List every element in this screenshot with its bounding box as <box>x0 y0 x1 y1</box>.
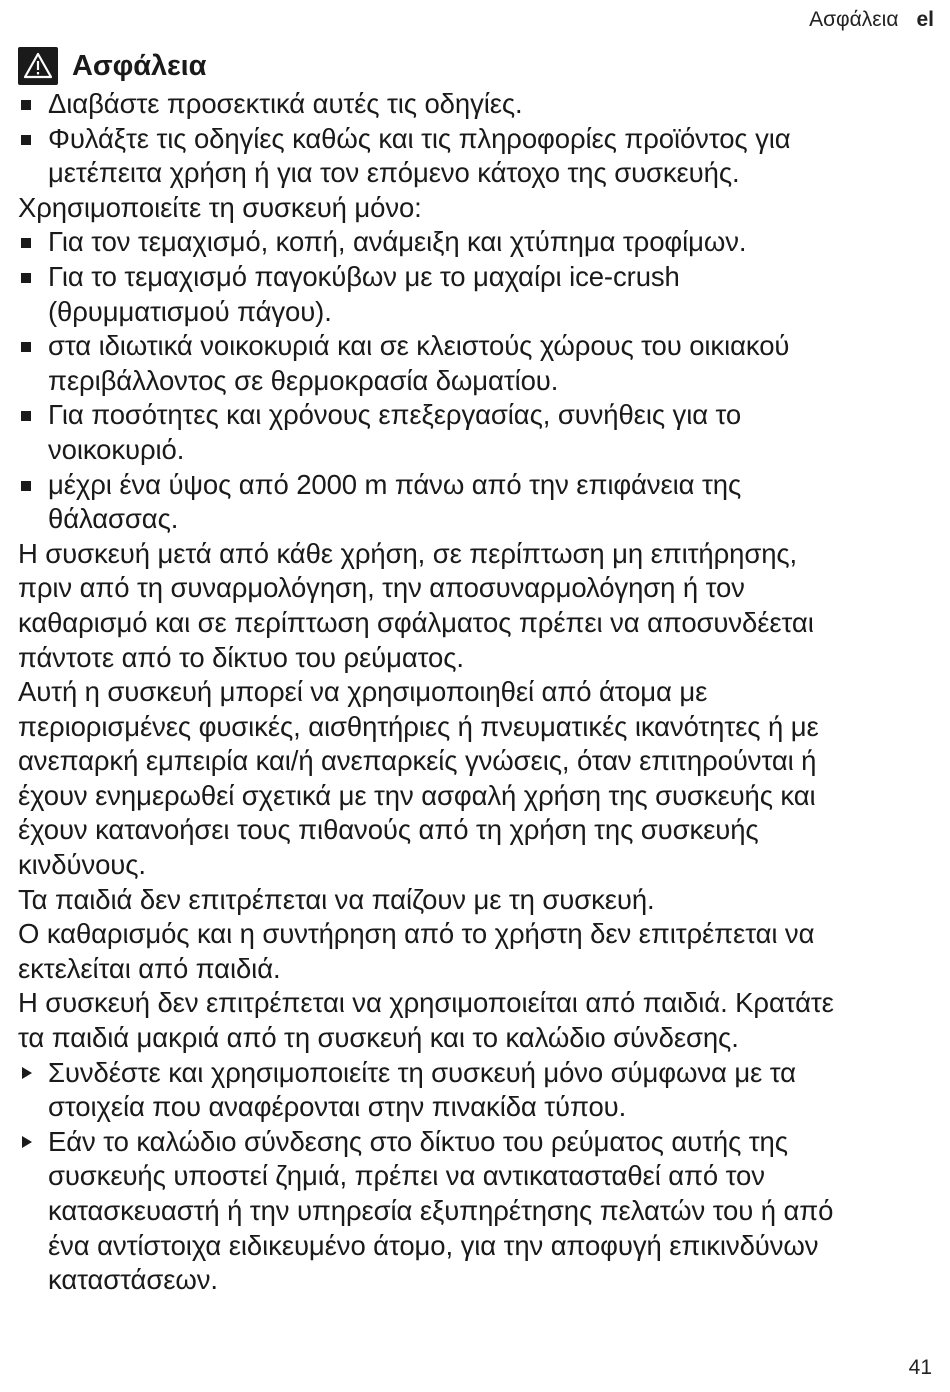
warning-triangle-icon <box>18 47 58 85</box>
line-text: Ο καθαρισμός και η συντήρηση από το χρήστη δεν επιτρέπεται να <box>18 918 815 950</box>
running-header <box>809 8 934 32</box>
list-item <box>18 1056 930 1091</box>
list-item-continuation <box>18 156 930 191</box>
line-text: νοικοκυριό. <box>48 433 185 465</box>
line-text: εκτελείται από παιδιά. <box>18 952 281 984</box>
section-title <box>18 46 930 86</box>
list-item <box>18 398 930 433</box>
paragraph-line <box>18 571 930 606</box>
line-text: Η συσκευή δεν επιτρέπεται να χρησιμοποιείται από παιδιά. Κρατάτε <box>18 987 834 1019</box>
line-text: περιορισμένες φυσικές, αισθητήριες ή πνευματικές ικανότητες ή με <box>18 710 819 742</box>
list-item-continuation <box>18 295 930 330</box>
list-item-continuation <box>18 364 930 399</box>
paragraph-line <box>18 883 930 918</box>
header-section: Ασφάλεια <box>809 8 899 31</box>
list-item-continuation <box>18 1090 930 1125</box>
list-item <box>18 260 930 295</box>
line-text: (θρυμματισμού πάγου). <box>48 295 332 327</box>
paragraph-line <box>18 537 930 572</box>
list-item <box>18 468 930 503</box>
line-text: Εάν το καλώδιο σύνδεσης στο δίκτυο του ρεύματος αυτής της <box>48 1125 788 1157</box>
safety-section <box>18 46 930 1298</box>
line-text: κατασκευαστή ή την υπηρεσία εξυπηρέτησης πελατών του ή από <box>48 1195 834 1226</box>
list-item <box>18 225 930 260</box>
list-item-continuation <box>18 1263 930 1298</box>
paragraph-line <box>18 641 930 676</box>
line-text: μετέπειτα χρήση ή για τον επόμενο κάτοχο της συσκευής. <box>48 157 740 189</box>
section-title-text: Ασφάλεια <box>72 49 207 82</box>
line-text: πάντοτε από το δίκτυο του ρεύματος. <box>18 641 464 673</box>
paragraph-line <box>18 191 930 226</box>
square-bullet-icon <box>21 273 31 283</box>
square-bullet-icon <box>21 238 31 248</box>
line-text: ανεπαρκή εμπειρία και/ή ανεπαρκείς γνώσεις, όταν επιτηρούνται ή <box>18 745 817 777</box>
line-text: Χρησιμοποιείτε τη συσκευή μόνο: <box>18 191 422 223</box>
line-text: στα ιδιωτικά νοικοκυριά και σε κλειστούς χώρους του οικιακού <box>48 330 790 362</box>
line-text: Για τον τεμαχισμό, κοπή, ανάμειξη και χτύπημα τροφίμων. <box>48 226 747 258</box>
line-text: Συνδέστε και χρησιμοποιείτε τη συσκευή μόνο σύμφωνα με τα <box>48 1056 796 1088</box>
list-item-continuation <box>18 433 930 468</box>
paragraph-line <box>18 952 930 987</box>
line-text: έχουν κατανοήσει τους πιθανούς από τη χρήση της συσκευής <box>18 814 759 846</box>
list-item-continuation <box>18 502 930 537</box>
line-text: Η συσκευή μετά από κάθε χρήση, σε περίπτωση μη επιτήρησης, <box>18 537 798 569</box>
line-text: ένα αντίστοιχα ειδικευμένο άτομο, για την αποφυγή επικινδύνων <box>48 1229 819 1261</box>
line-text: έχουν ενημερωθεί σχετικά με την ασφαλή χρήση της συσκευής και <box>18 779 816 811</box>
square-bullet-icon <box>21 100 31 110</box>
line-text: Για ποσότητες και χρόνους επεξεργασίας, συνήθεις για το <box>48 399 742 431</box>
paragraph-line <box>18 917 930 952</box>
list-item <box>18 329 930 364</box>
square-bullet-icon <box>21 411 31 421</box>
paragraph-line <box>18 710 930 745</box>
paragraph-line <box>18 675 930 710</box>
paragraph-line <box>18 813 930 848</box>
square-bullet-icon <box>21 135 31 145</box>
paragraph-line <box>18 744 930 779</box>
header-language: el <box>916 8 934 31</box>
line-text: θάλασσας. <box>48 503 179 535</box>
line-text: τα παιδιά μακριά από τη συσκευή και το καλώδιο σύνδεσης. <box>18 1022 739 1054</box>
line-text: καθαρισμό και σε περίπτωση σφάλματος πρέπει να αποσυνδέεται <box>18 606 814 638</box>
paragraph-line <box>18 1021 930 1056</box>
line-text: κινδύνους. <box>18 849 146 881</box>
paragraph-line <box>18 848 930 883</box>
line-text: Αυτή η συσκευή μπορεί να χρησιμοποιηθεί από άτομα με <box>18 676 708 708</box>
list-item-continuation <box>18 1229 930 1264</box>
list-item <box>18 1125 930 1160</box>
square-bullet-icon <box>21 481 31 491</box>
line-text: συσκευής υποστεί ζημιά, πρέπει να αντικατασταθεί από τον <box>48 1160 765 1192</box>
square-bullet-icon <box>21 342 31 352</box>
text-body <box>18 87 930 1298</box>
list-item <box>18 122 930 157</box>
line-text: Τα παιδιά δεν επιτρέπεται να παίζουν με τη συσκευή. <box>18 883 655 915</box>
line-text: πριν από τη συναρμολόγηση, την αποσυναρμολόγηση ή τον <box>18 572 745 604</box>
arrow-bullet-icon <box>22 1067 32 1079</box>
list-item-continuation <box>18 1159 930 1194</box>
arrow-bullet-icon <box>22 1136 32 1148</box>
line-text: Διαβάστε προσεκτικά αυτές τις οδηγίες. <box>48 88 523 119</box>
paragraph-line <box>18 986 930 1021</box>
page-number: 41 <box>908 1356 932 1379</box>
paragraph-line <box>18 606 930 641</box>
list-item-continuation <box>18 1194 930 1229</box>
line-text: περιβάλλοντος σε θερμοκρασία δωματίου. <box>48 364 559 396</box>
line-text: καταστάσεων. <box>48 1264 218 1296</box>
line-text: Φυλάξτε τις οδηγίες καθώς και τις πληροφορίες προϊόντος για <box>48 122 791 154</box>
paragraph-line <box>18 779 930 814</box>
line-text: στοιχεία που αναφέρονται στην πινακίδα τύπου. <box>48 1091 627 1123</box>
list-item <box>18 87 930 122</box>
line-text: μέχρι ένα ύψος από 2000 m πάνω από την επιφάνεια της <box>48 468 742 500</box>
line-text: Για το τεμαχισμό παγοκύβων με το μαχαίρι ice-crush <box>48 260 680 292</box>
